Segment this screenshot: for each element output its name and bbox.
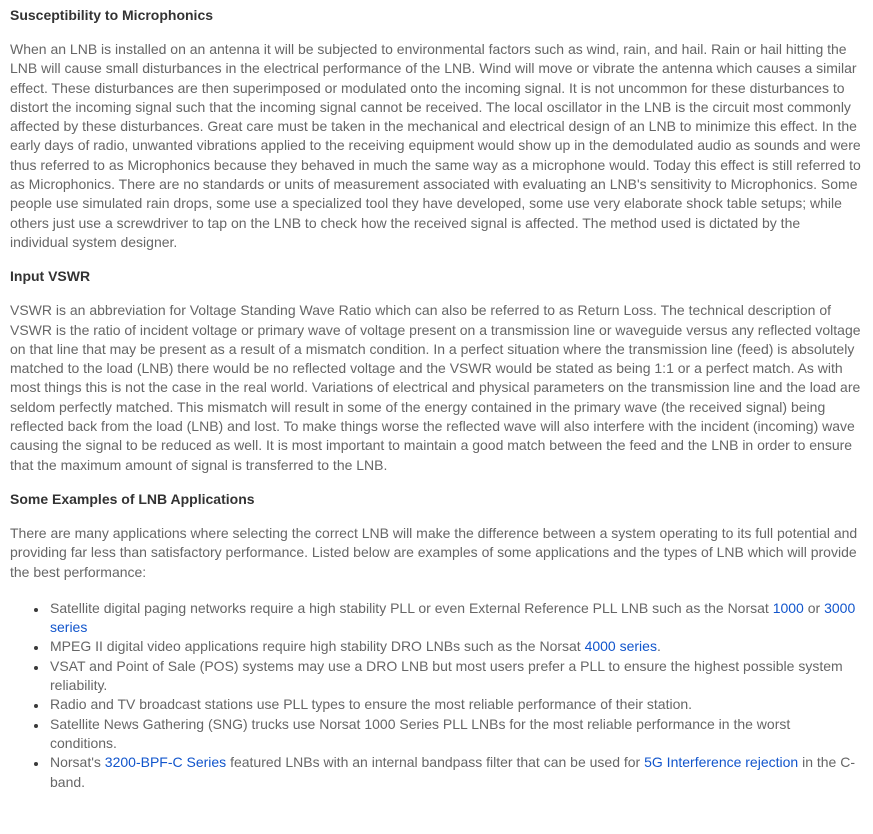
list-item-text: .: [656, 638, 661, 655]
norsat-3200-bpf-c-series-link[interactable]: 3200-BPF-C Series: [104, 754, 227, 771]
list-item-text: in the C-band.: [50, 754, 856, 790]
norsat-4000-series-link[interactable]: 4000 series: [584, 638, 657, 655]
list-item: [48, 637, 861, 656]
list-item: [48, 657, 861, 696]
list-item-text: Norsat's: [50, 754, 105, 771]
list-item-text: Satellite digital paging networks require a high stability PLL or even External Reference PLL LNB such as the Norsat: [50, 599, 773, 616]
list-item: [48, 695, 861, 714]
paragraph-lnb-applications-intro: There are many applications where selecting the correct LNB will make the difference between a system operating to its full potential and providing far less than satisfactory performance. Listed below are examples of some applications and the types of LNB which will provide the best performance:: [10, 524, 858, 580]
section-input-vswr: [10, 268, 861, 475]
norsat-3000-series-link[interactable]: 3000 series: [50, 599, 856, 636]
list-item-text: featured LNBs with an internal bandpass filter that can be used for: [226, 754, 645, 771]
paragraph-microphonics: When an LNB is installed on an antenna it will be subjected to environmental factors such as wind, rain, and hail. Rain or hail hitting the LNB will cause small disturbances in the electrical performance of the LNB. Wind will move or vibrate the antenna which causes a similar effect. These disturbances are then superimposed or modulated onto the incoming signal. It is not uncommon for these disturbances to distort the incoming signal such that the incoming signal cannot be received. The local oscillator in the LNB is the circuit most commonly affected by these disturbances. Great care must be taken in the mechanical and electrical design of an LNB to minimize this effect. In the early days of radio, unwanted vibrations applied to the receiving equipment would show up in the demodulated audio as sounds and were thus referred to as Microphonics because they behaved in much the same way as a microphone would. Today this effect is still referred to as Microphonics. There are no standards or units of measurement associated with evaluating an LNB's sensitivity to Microphonics. Some people use simulated rain drops, some use a specialized tool they have developed, some use very elaborate shock table setups; while others just use a screwdriver to tap on the LNB to check how the received signal is affected. The method used is dictated by the individual system designer.: [10, 41, 861, 250]
list-item: [48, 715, 861, 754]
section-heading-microphonics: Susceptibility to Microphonics: [10, 7, 214, 23]
list-item-text: MPEG II digital video applications require high stability DRO LNBs such as the Norsat: [50, 638, 585, 655]
section-heading-input-vswr: Input VSWR: [10, 268, 91, 285]
list-item-text: Radio and TV broadcast stations use PLL types to ensure the most reliable performance of their station.: [50, 696, 693, 713]
norsat-1000-link[interactable]: 1000: [772, 599, 804, 616]
list-item-text: Satellite News Gathering (SNG) trucks use Norsat 1000 Series PLL LNBs for the most reliable performance in the worst conditions.: [50, 715, 791, 751]
list-item-text: or: [803, 599, 825, 616]
list-item: [48, 753, 861, 792]
paragraph-input-vswr: VSWR is an abbreviation for Voltage Standing Wave Ratio which can also be referred to as Return Loss. The technical description of VSWR is the ratio of incident voltage or primary wave of voltage present on a transmission line or waveguide versus any reflected voltage on that line that may be present as a result of a mismatch condition. In a perfect situation where the transmission line (feed) is absolutely matched to the load (LNB) there would be no reflected voltage and the VSWR would be stated as being 1:1 or a perfect match. As with most things this is not the case in the real world. Variations of electrical and physical parameters on the transmission line and the load are seldom perfectly matched. This mismatch will result in some of the energy contained in the primary wave (the received signal) being reflected back from the load (LNB) and lost. To make things worse the reflected wave will also interfere with the incident (incoming) wave causing the signal to be reduced as well. It is most important to maintain a good match between the feed and the LNB in order to ensure that the maximum amount of signal is transferred to the LNB.: [10, 302, 861, 473]
section-lnb-applications: [10, 491, 861, 792]
section-microphonics: [10, 7, 861, 252]
5g-interference-rejection-link[interactable]: 5G Interference rejection: [644, 754, 799, 771]
applications-list: [10, 599, 861, 792]
list-item-text: VSAT and Point of Sale (POS) systems may use a DRO LNB but most users prefer a PLL to ensure the highest possible system reliability.: [50, 657, 843, 694]
list-item: [48, 599, 861, 638]
section-heading-lnb-applications: Some Examples of LNB Applications: [10, 490, 255, 507]
